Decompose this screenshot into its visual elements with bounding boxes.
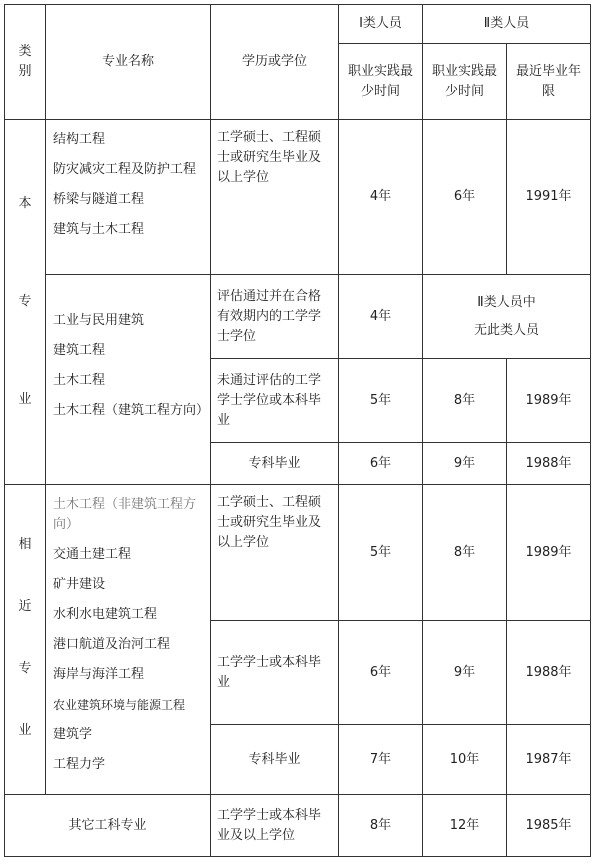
majors-list-b: [46, 275, 211, 485]
list-item: 建筑与土木工程: [53, 222, 145, 237]
year-cell: 1987年: [507, 725, 591, 795]
degree-cell: 专科毕业: [211, 725, 339, 795]
year-cell: 1985年: [507, 795, 591, 857]
table-row: [5, 795, 591, 857]
c2-cell: 6年: [423, 120, 507, 275]
header-latest-grad: 最近毕业年限: [507, 44, 591, 120]
degree-cell: 工学硕士、工程硕士或研究生毕业及以上学位: [211, 485, 339, 621]
year-cell: 1988年: [507, 443, 591, 485]
header-major-name: 专业名称: [46, 5, 211, 120]
table-row: [5, 485, 591, 621]
degree-cell: 工学学士或本科毕业及以上学位: [211, 795, 339, 857]
other-label: 其它工科专业: [5, 795, 211, 857]
list-item: 防灾减灾工程及防护工程: [53, 162, 197, 177]
degree-cell: 未通过评估的工学学士学位或本科毕业: [211, 359, 339, 443]
year-cell: 1989年: [507, 359, 591, 443]
list-item: 土木工程（建筑工程方向）: [53, 403, 210, 418]
c2-cell: 9年: [423, 443, 507, 485]
qualification-table: [4, 4, 591, 857]
table-row: [5, 275, 591, 359]
c2-cell: 12年: [423, 795, 507, 857]
header-row-1: [5, 5, 591, 44]
category-char: 业: [18, 723, 32, 738]
header-class2: Ⅱ类人员: [423, 5, 591, 44]
c2-note-line: 无此类人员: [473, 322, 539, 338]
list-item: 结构工程: [53, 132, 106, 147]
c1-cell: 6年: [339, 621, 423, 725]
category-benzhuanye: [5, 120, 46, 485]
header-min-practice-c2: 职业实践最少时间: [423, 44, 507, 120]
list-item: 港口航道及治河工程: [53, 637, 171, 652]
c1-cell: 4年: [339, 120, 423, 275]
header-degree: 学历或学位: [211, 5, 339, 120]
list-item: 桥梁与隧道工程: [53, 192, 145, 207]
list-item: 水利水电建筑工程: [53, 607, 158, 622]
category-char: 本: [18, 196, 32, 211]
majors-list-xiangjin: [46, 485, 211, 795]
header-category-text: 类 别: [18, 44, 32, 79]
c1-cell: 8年: [339, 795, 423, 857]
degree-cell: 专科毕业: [211, 443, 339, 485]
majors-list-a: [46, 120, 211, 275]
c1-cell: 5年: [339, 485, 423, 621]
c2-note-cell: [423, 275, 591, 359]
c1-cell: 4年: [339, 275, 423, 359]
c2-cell: 8年: [423, 359, 507, 443]
list-item: 土木工程（非建筑工程方向）: [53, 497, 197, 532]
category-char: 专: [18, 661, 32, 676]
category-char: 近: [18, 599, 32, 614]
list-item: 建筑工程: [53, 343, 106, 358]
category-xiangjin: [5, 485, 46, 795]
category-char: 专: [18, 294, 32, 309]
list-item: 矿井建设: [53, 577, 106, 592]
c1-cell: 7年: [339, 725, 423, 795]
degree-cell: 评估通过并在合格有效期内的工学学士学位: [211, 275, 339, 359]
list-item: 工程力学: [53, 757, 106, 772]
list-item: 建筑学: [53, 727, 93, 742]
list-item: 海岸与海洋工程: [53, 667, 145, 682]
year-cell: 1991年: [507, 120, 591, 275]
c1-cell: 5年: [339, 359, 423, 443]
list-item: 工业与民用建筑: [53, 313, 145, 328]
list-item: 农业建筑环境与能源工程: [53, 698, 186, 712]
header-class1: Ⅰ类人员: [339, 5, 423, 44]
list-item: 交通土建工程: [53, 547, 132, 562]
degree-cell: 工学硕士、工程硕士或研究生毕业及以上学位: [211, 120, 339, 275]
header-category: [5, 5, 46, 120]
c2-cell: 9年: [423, 621, 507, 725]
degree-cell: 工学学士或本科毕业: [211, 621, 339, 725]
c2-note-line: Ⅱ类人员中: [477, 294, 536, 310]
table-row: [5, 120, 591, 275]
year-cell: 1989年: [507, 485, 591, 621]
year-cell: 1988年: [507, 621, 591, 725]
c1-cell: 6年: [339, 443, 423, 485]
category-char: 相: [18, 537, 32, 552]
category-char: 业: [18, 392, 32, 407]
header-min-practice-c1: 职业实践最少时间: [339, 44, 423, 120]
list-item: 土木工程: [53, 373, 106, 388]
c2-cell: 10年: [423, 725, 507, 795]
c2-cell: 8年: [423, 485, 507, 621]
